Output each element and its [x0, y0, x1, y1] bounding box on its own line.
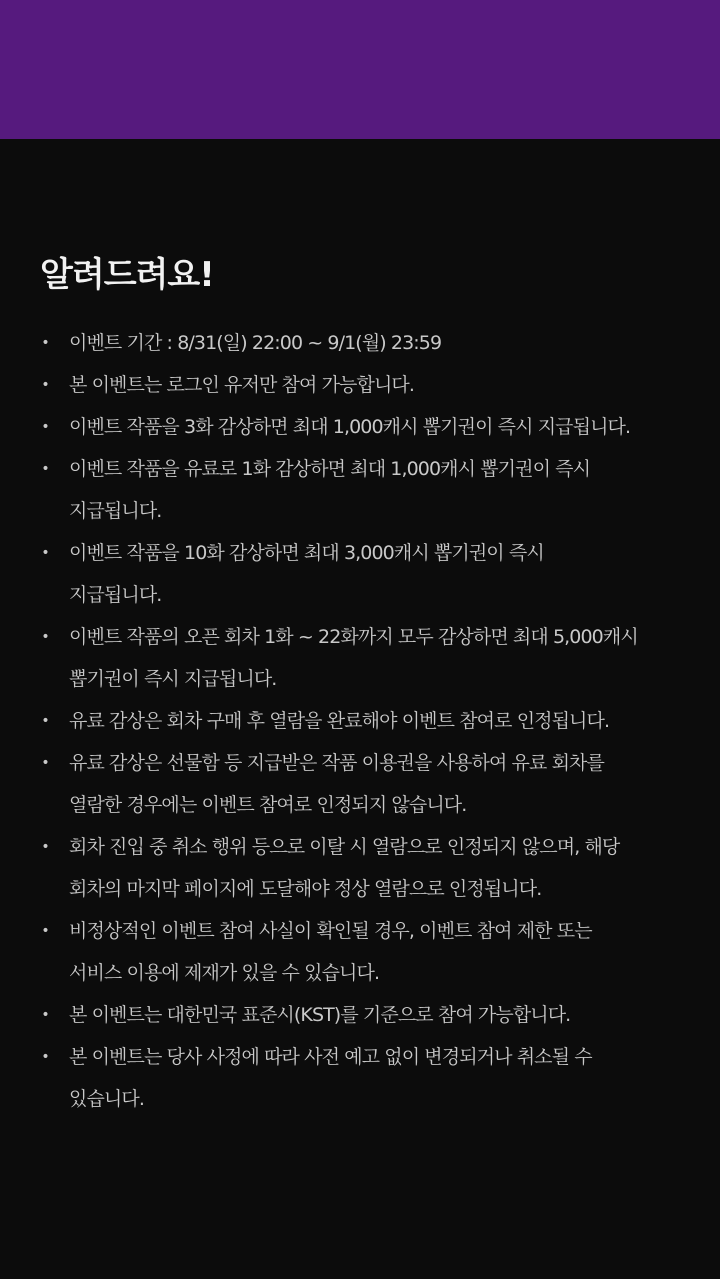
- notice-item-text: 이벤트 작품의 오픈 회차 1화 ~ 22화까지 모두 감상하면 최대 5,000캐시: [69, 626, 638, 648]
- notice-item-text: 이벤트 작품을 유료로 1화 감상하면 최대 1,000캐시 뽑기권이 즉시: [69, 458, 591, 480]
- notice-section: [0, 139, 720, 1279]
- notice-item-text: 유료 감상은 선물함 등 지급받은 작품 이용권을 사용하여 유료 회차를: [69, 752, 604, 774]
- bullet-icon: •: [41, 629, 49, 645]
- notice-item-text: 뽑기권이 즉시 지급됩니다.: [69, 668, 277, 690]
- event-banner: [0, 0, 720, 139]
- notice-item: [0, 742, 720, 826]
- notice-item-text: 이벤트 작품을 10화 감상하면 최대 3,000캐시 뽑기권이 즉시: [69, 542, 544, 564]
- notice-item-text: 본 이벤트는 대한민국 표준시(KST)를 기준으로 참여 가능합니다.: [69, 1004, 571, 1026]
- notice-item-text: 서비스 이용에 제재가 있을 수 있습니다.: [69, 962, 380, 984]
- notice-item: [0, 406, 720, 448]
- notice-item-text: 회차 진입 중 취소 행위 등으로 이탈 시 열람으로 인정되지 않으며, 해당: [69, 836, 620, 858]
- bullet-icon: •: [41, 419, 49, 435]
- notice-item: [0, 910, 720, 994]
- notice-item-text: 열람한 경우에는 이벤트 참여로 인정되지 않습니다.: [69, 794, 467, 816]
- notice-item-text: 지급됩니다.: [69, 500, 162, 522]
- notice-item: [0, 700, 720, 742]
- bullet-icon: •: [41, 923, 49, 939]
- notice-item: [0, 1036, 720, 1120]
- notice-item-text: 이벤트 작품을 3화 감상하면 최대 1,000캐시 뽑기권이 즉시 지급됩니다.: [69, 416, 631, 438]
- notice-item-text: 유료 감상은 회차 구매 후 열람을 완료해야 이벤트 참여로 인정됩니다.: [69, 710, 610, 732]
- notice-item-text: 본 이벤트는 로그인 유저만 참여 가능합니다.: [69, 374, 415, 396]
- notice-item: [0, 826, 720, 910]
- notice-item-text: 회차의 마지막 페이지에 도달해야 정상 열람으로 인정됩니다.: [69, 878, 542, 900]
- bullet-icon: •: [41, 461, 49, 477]
- notice-title: 알려드려요!: [40, 255, 214, 295]
- notice-item-text: 있습니다.: [69, 1088, 144, 1110]
- bullet-icon: •: [41, 1049, 49, 1065]
- bullet-icon: •: [41, 839, 49, 855]
- notice-list: [0, 322, 720, 1120]
- bullet-icon: •: [41, 755, 49, 771]
- notice-item-text: 지급됩니다.: [69, 584, 162, 606]
- notice-item-text: 이벤트 기간 : 8/31(일) 22:00 ~ 9/1(월) 23:59: [69, 332, 442, 354]
- notice-item: [0, 448, 720, 532]
- bullet-icon: •: [41, 1007, 49, 1023]
- notice-item: [0, 616, 720, 700]
- bullet-icon: •: [41, 335, 49, 351]
- notice-item: [0, 532, 720, 616]
- notice-item: [0, 322, 720, 364]
- notice-item: [0, 994, 720, 1036]
- bullet-icon: •: [41, 713, 49, 729]
- bullet-icon: •: [41, 377, 49, 393]
- notice-item-text: 본 이벤트는 당사 사정에 따라 사전 예고 없이 변경되거나 취소될 수: [69, 1046, 592, 1068]
- notice-item-text: 비정상적인 이벤트 참여 사실이 확인될 경우, 이벤트 참여 제한 또는: [69, 920, 592, 942]
- notice-item: [0, 364, 720, 406]
- bullet-icon: •: [41, 545, 49, 561]
